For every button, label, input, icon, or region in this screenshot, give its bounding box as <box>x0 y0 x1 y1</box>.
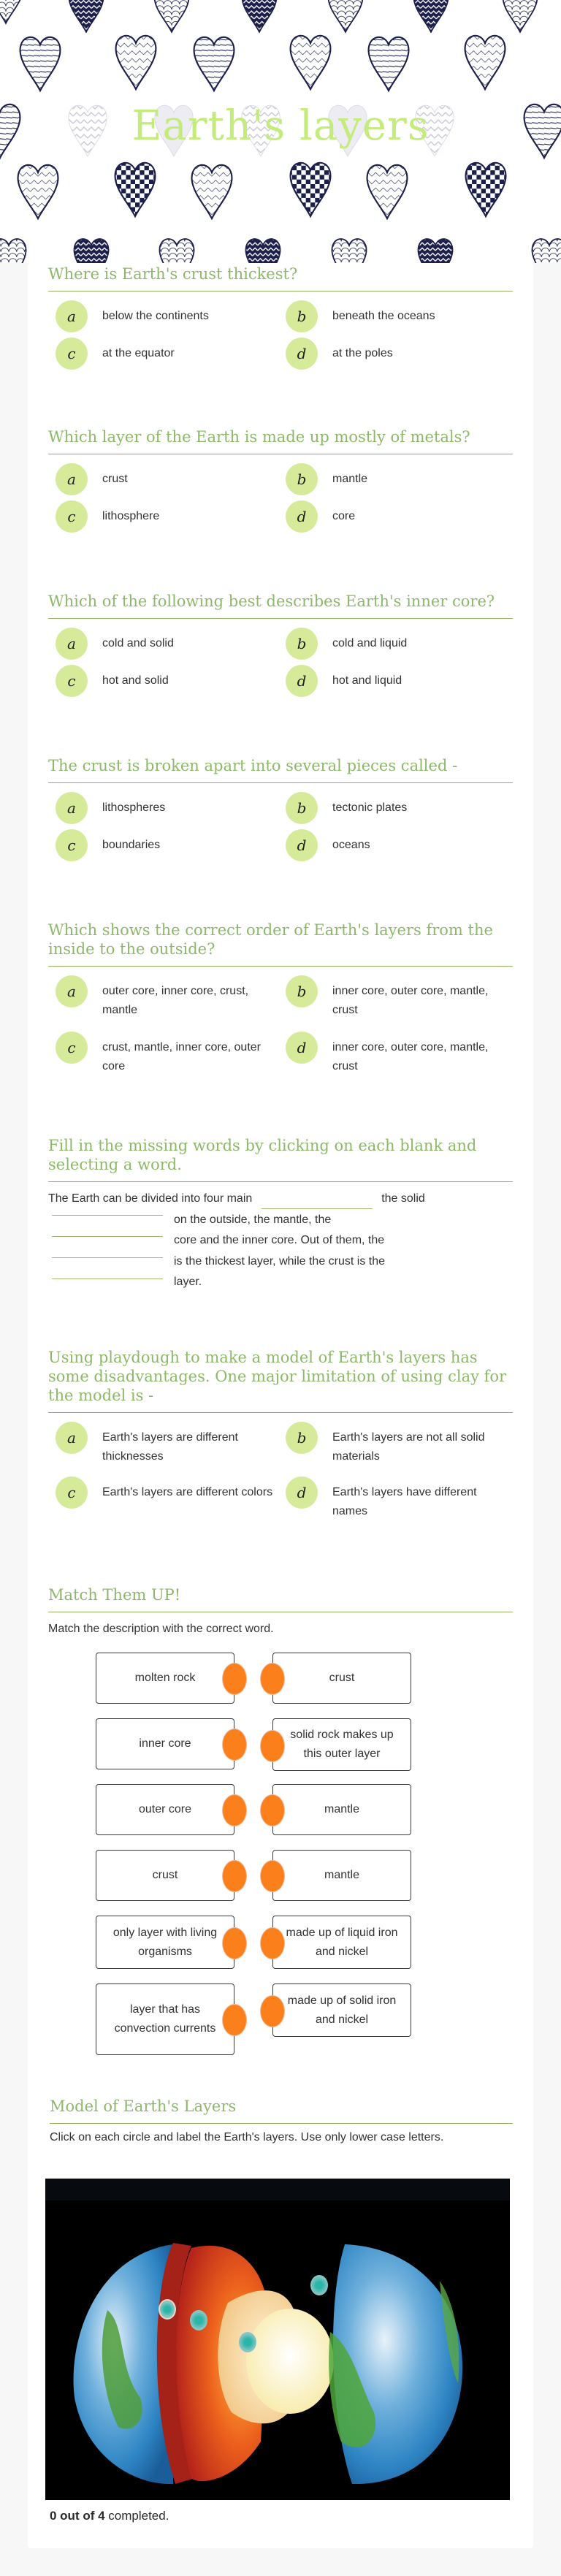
earth-layers-image <box>45 2179 510 2500</box>
match-connector-right-1[interactable] <box>260 1663 285 1695</box>
model-instructions: Click on each circle and label the Earth's layers. Use only lower case letters. <box>50 2131 444 2144</box>
choice-letter-c: c <box>56 338 88 370</box>
choice-letter-b: b <box>286 975 318 1007</box>
hotspot-mantle[interactable] <box>190 2310 207 2331</box>
choice-text: inner core, outer core, mantle, crust <box>332 1041 489 1072</box>
choice-b[interactable] <box>286 1422 512 1466</box>
choice-letter-c: c <box>56 1032 88 1064</box>
choice-letter-a: a <box>56 792 88 824</box>
worksheet-title: Earth's layers <box>131 102 430 150</box>
choice-letter-c: c <box>56 665 88 697</box>
match-connector-right-5[interactable] <box>260 1927 285 1959</box>
match-left-5[interactable]: only layer with living organisms <box>96 1916 234 1969</box>
match-connector-left-4[interactable] <box>222 1860 247 1892</box>
fill-text: layer. <box>174 1276 202 1288</box>
question-title: Which of the following best describes Earth's inner core? <box>48 592 513 619</box>
choice-c[interactable] <box>56 1476 282 1509</box>
choice-d[interactable] <box>286 338 512 370</box>
choice-letter-c: c <box>56 829 88 861</box>
choice-letter-c: c <box>56 1476 88 1509</box>
choice-text: at the poles <box>332 347 393 359</box>
fill-text: the solid <box>381 1192 425 1205</box>
choice-a[interactable] <box>56 300 282 332</box>
completion-suffix: completed. <box>104 2509 169 2523</box>
hotspot-outer-layer[interactable] <box>310 2275 328 2295</box>
choice-text: hot and solid <box>102 674 169 687</box>
match-right-3[interactable]: mantle <box>272 1784 411 1835</box>
fill-text: core and the inner core. Out of them, the <box>174 1234 385 1246</box>
fill-text: The Earth can be divided into four main <box>48 1192 253 1205</box>
worksheet-card <box>28 263 533 2548</box>
question-5 <box>48 921 513 1078</box>
choice-letter-d: d <box>286 1032 318 1064</box>
choice-b[interactable] <box>286 300 512 332</box>
choice-text: tectonic plates <box>332 801 408 814</box>
match-connector-right-3[interactable] <box>260 1794 285 1826</box>
blank-3[interactable] <box>52 1221 163 1237</box>
fill-text: on the outside, the mantle, the <box>174 1213 332 1226</box>
choice-text: Earth's layers are not all solid materials <box>332 1431 485 1463</box>
match-connector-right-6[interactable] <box>260 1995 285 2027</box>
model-section <box>50 2097 513 2144</box>
choice-letter-d: d <box>286 1476 318 1509</box>
match-right-4[interactable]: mantle <box>272 1850 411 1901</box>
match-instructions: Match the description with the correct word. <box>48 1623 274 1635</box>
blank-5[interactable] <box>52 1263 163 1279</box>
match-left-3[interactable]: outer core <box>96 1784 234 1835</box>
match-left-4[interactable]: crust <box>96 1850 234 1901</box>
choice-text: boundaries <box>102 839 161 851</box>
blank-4[interactable] <box>52 1242 163 1258</box>
choice-a[interactable] <box>56 792 282 824</box>
choice-text: Earth's layers have different names <box>332 1486 477 1517</box>
choice-text: below the continents <box>102 310 209 322</box>
choice-letter-a: a <box>56 463 88 495</box>
match-right-6[interactable]: made up of solid iron and nickel <box>272 1984 411 2037</box>
choice-text: crust, mantle, inner core, outer core <box>102 1041 261 1072</box>
question-2 <box>48 427 513 536</box>
question-title: Model of Earth's Layers <box>50 2097 513 2124</box>
matching-section <box>48 1585 513 2060</box>
completion-status <box>50 2509 169 2523</box>
choice-d[interactable] <box>286 500 512 533</box>
question-title: The crust is broken apart into several pieces called - <box>48 756 513 783</box>
choice-text: lithospheres <box>102 801 166 814</box>
match-right-2[interactable]: solid rock makes up this outer layer <box>272 1718 411 1771</box>
choice-text: cold and liquid <box>332 637 408 649</box>
match-right-1[interactable]: crust <box>272 1653 411 1704</box>
completion-count: 0 out of 4 <box>50 2509 105 2523</box>
question-title: Match Them UP! <box>48 1585 513 1612</box>
blank-1[interactable] <box>262 1193 373 1209</box>
choice-text: hot and liquid <box>332 674 402 687</box>
choice-letter-b: b <box>286 300 318 332</box>
hotspot-crust[interactable] <box>159 2299 176 2320</box>
choice-text: core <box>332 510 356 522</box>
choice-a[interactable] <box>56 628 282 660</box>
choice-letter-b: b <box>286 628 318 660</box>
choice-a[interactable] <box>56 1422 282 1466</box>
question-title: Fill in the missing words by clicking on each blank and selecting a word. <box>48 1136 513 1182</box>
match-left-2[interactable]: inner core <box>96 1718 234 1769</box>
question-title: Where is Earth's crust thickest? <box>48 263 513 291</box>
choice-c[interactable] <box>56 338 282 370</box>
match-left-1[interactable]: molten rock <box>96 1653 234 1704</box>
fill-in-section <box>48 1136 513 1297</box>
choice-c[interactable] <box>56 665 282 697</box>
choice-letter-d: d <box>286 829 318 861</box>
choice-text: inner core, outer core, mantle, crust <box>332 985 489 1016</box>
hotspot-inner-core[interactable] <box>239 2332 256 2352</box>
choice-text: mantle <box>332 473 368 485</box>
choice-letter-a: a <box>56 1422 88 1454</box>
choice-text: cold and solid <box>102 637 174 649</box>
match-connector-right-2[interactable] <box>260 1730 285 1762</box>
choice-c[interactable] <box>56 1032 282 1076</box>
choice-text: lithosphere <box>102 510 160 522</box>
match-connector-left-5[interactable] <box>222 1927 247 1959</box>
question-title: Which shows the correct order of Earth's layers from the inside to the outside? <box>48 921 513 967</box>
choice-letter-b: b <box>286 1422 318 1454</box>
match-left-6[interactable]: layer that has convection currents <box>96 1984 234 2055</box>
choice-b[interactable] <box>286 792 512 824</box>
choice-b[interactable] <box>286 975 512 1020</box>
choice-letter-c: c <box>56 500 88 533</box>
choice-b[interactable] <box>286 628 512 660</box>
choice-letter-a: a <box>56 300 88 332</box>
choice-text: crust <box>102 473 128 485</box>
earth-cutaway-illustration <box>45 2179 510 2500</box>
match-connector-left-1[interactable] <box>222 1663 247 1695</box>
choice-d[interactable] <box>286 665 512 697</box>
choice-letter-a: a <box>56 628 88 660</box>
choice-d[interactable] <box>286 1476 512 1521</box>
match-connector-left-6[interactable] <box>222 2004 247 2036</box>
choice-c[interactable] <box>56 500 282 533</box>
question-6 <box>48 1348 513 1524</box>
choice-a[interactable] <box>56 463 282 495</box>
choice-d[interactable] <box>286 829 512 861</box>
choice-text: Earth's layers are different thicknesses <box>102 1431 238 1463</box>
choice-letter-d: d <box>286 665 318 697</box>
choice-b[interactable] <box>286 463 512 495</box>
blank-2[interactable] <box>52 1200 163 1216</box>
choice-text: at the equator <box>102 347 175 359</box>
choice-letter-b: b <box>286 463 318 495</box>
match-connector-right-4[interactable] <box>260 1860 285 1892</box>
choice-letter-a: a <box>56 975 88 1007</box>
choice-c[interactable] <box>56 829 282 861</box>
choice-text: outer core, inner core, crust, mantle <box>102 985 249 1016</box>
header-banner <box>0 0 561 263</box>
choice-letter-b: b <box>286 792 318 824</box>
match-right-5[interactable]: made up of liquid iron and nickel <box>272 1916 411 1969</box>
match-connector-left-3[interactable] <box>222 1794 247 1826</box>
match-connector-left-2[interactable] <box>222 1729 247 1761</box>
question-4 <box>48 756 513 865</box>
question-3 <box>48 592 513 701</box>
fill-text: is the thickest layer, while the crust is the <box>174 1255 386 1268</box>
choice-a[interactable] <box>56 975 282 1020</box>
choice-text: oceans <box>332 839 370 851</box>
choice-letter-d: d <box>286 500 318 533</box>
choice-letter-d: d <box>286 338 318 370</box>
question-title: Which layer of the Earth is made up mostly of metals? <box>48 427 513 454</box>
choice-text: beneath the oceans <box>332 310 435 322</box>
question-1 <box>48 263 513 373</box>
question-title: Using playdough to make a model of Earth's layers has some disadvantages. One major limitation of using clay for the model is - <box>48 1348 513 1413</box>
choice-text: Earth's layers are different colors <box>102 1486 273 1498</box>
choice-d[interactable] <box>286 1032 512 1076</box>
